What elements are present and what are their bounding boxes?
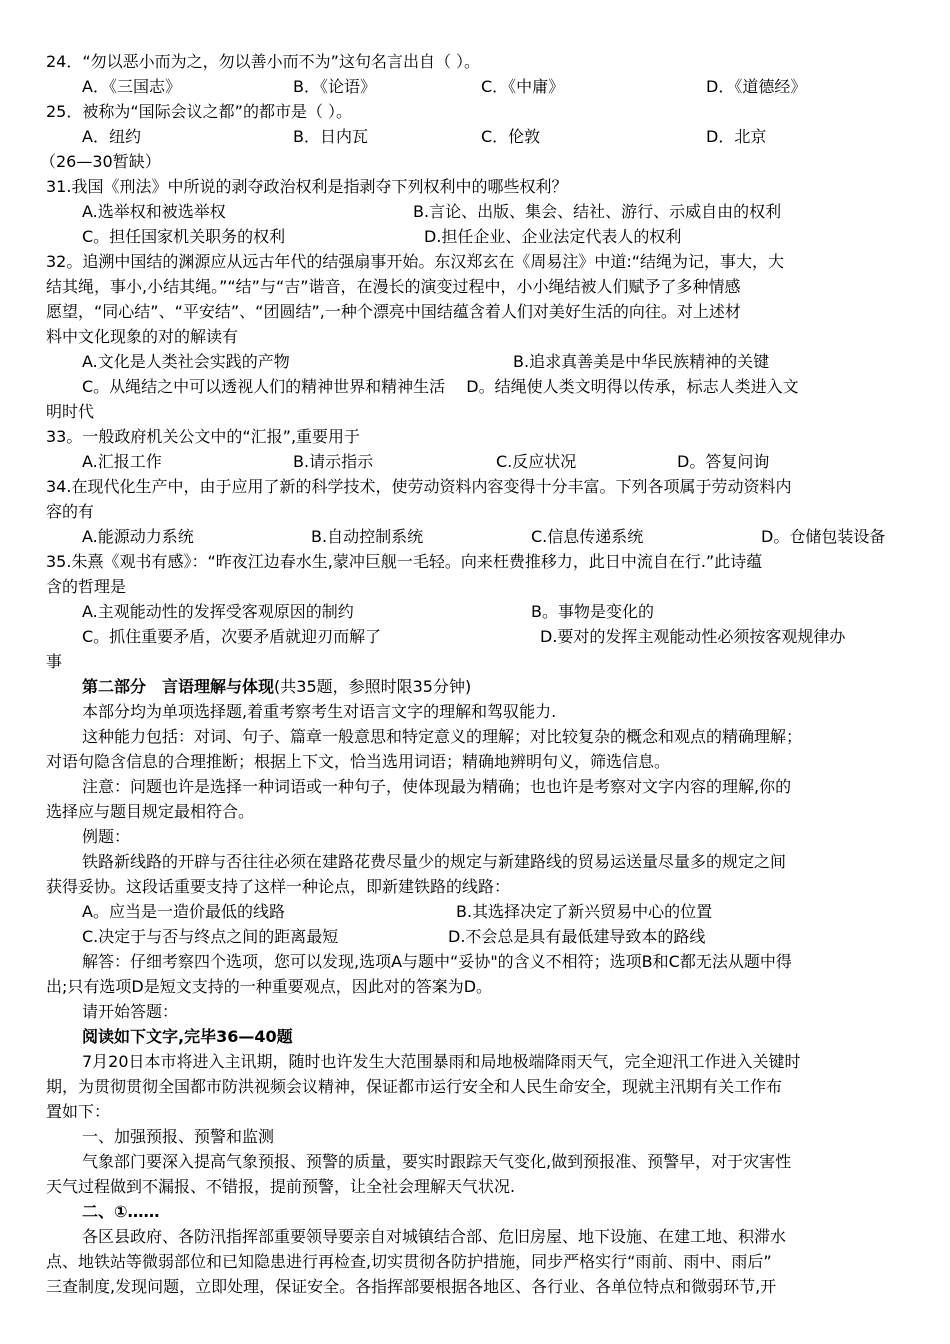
q33-option-c: C.反应状况 <box>496 452 577 471</box>
q31-option-d: D.担任企业、企业法定代表人的权利 <box>424 227 682 246</box>
q24-option-c: C．《中庸》 <box>481 77 565 96</box>
example-text: 铁路新线路的开辟与否往往必须在建路花费尽量少的规定与新建路线的贸易运送量尽量多的规定之间 <box>82 852 787 871</box>
paragraph: 对语句隐含信息的合理推断；根据上下文，恰当选用词语；精确地辨明句义，筛选信息。 <box>46 752 671 771</box>
q34-text-line: 34.在现代化生产中，由于应用了新的科学技术，使劳动资料内容变得十分丰富。下列各项属于劳动资料内 <box>46 477 792 496</box>
example-text: 获得妥协。这段话重要支持了这样一种论点，即新建铁路的线路： <box>46 877 511 896</box>
paragraph: 这种能力包括：对词、句子、篇章一般意思和特定意义的理解；对比较复杂的概念和观点的精确理解； <box>82 727 803 746</box>
q33-stem: 33。一般政府机关公文中的“汇报”,重要用于 <box>46 427 361 446</box>
q31-option-a: A.选举权和被选举权 <box>82 202 226 221</box>
q24-option-d: D．《道德经》 <box>706 77 807 96</box>
q24-option-a: A．《三国志》 <box>82 77 181 96</box>
example-option-c: C.决定于与否与终点之间的距离最短 <box>82 927 339 946</box>
start-prompt: 请开始答题： <box>82 1002 179 1021</box>
reading-text: 点、地铁站等微弱部位和已知隐患进行再检查,切实贯彻各防护措施，同步严格实行“雨前、雨中、雨后” <box>46 1252 772 1271</box>
q31-option-c: C。担任国家机关职务的权利 <box>82 227 286 246</box>
reading-text: 三查制度,发现问题，立即处理，保证安全。各指挥部要根据各地区、各行业、各单位特点和微弱环节,开 <box>46 1277 777 1296</box>
q32-text-line: 愿望，“同心结”、“平安结”、“团圆结”,一种个漂亮中国结蕴含着人们对美好生活的向往。对上述材 <box>46 302 741 321</box>
q33-option-d: D。答复问询 <box>677 452 770 471</box>
q32-text-line: 料中文化现象的对的解读有 <box>46 327 239 346</box>
reading-text: 天气过程做到不漏报、不错报，提前预警，让全社会理解天气状况. <box>46 1177 516 1196</box>
example-label: 例题： <box>82 827 131 846</box>
q24-stem: 24．“勿以恶小而为之，勿以善小而不为”这句名言出自（ ）。 <box>46 52 481 71</box>
q35-text-line: 含的哲理是 <box>46 577 127 596</box>
part2-title: 第二部分 言语理解与体现 <box>82 677 275 696</box>
part2-subtitle: (共35题，参照时限35分钟) <box>274 677 472 696</box>
reading-text: 各区县政府、各防汛指挥部重要领导要亲自对城镇结合部、危旧房屋、地下设施、在建工地、积滞水 <box>82 1227 787 1246</box>
q31-option-b: B.言论、出版、集会、结社、游行、示威自由的权利 <box>413 202 782 221</box>
q32-text-line: 32。追溯中国结的渊源应从远古年代的结强扇事开始。东汉郑玄在《周易注》中道:“结绳为记，事大，大 <box>46 252 785 271</box>
paragraph: 本部分均为单项选择题,着重考察考生对语言文字的理解和驾驭能力. <box>82 702 557 721</box>
reading-text: 置如下： <box>46 1102 111 1121</box>
q32-text-line: 结其绳，事小,小结其绳。”“结”与“吉”谐音，在漫长的演变过程中，小小绳结被人们赋予了多种情感 <box>46 277 741 296</box>
q35-text-line: 35.朱熹《观书有感》：“昨夜江边春水生,蒙冲巨舰一毛轻。向来枉费推移力，此日中流自在行.”此诗蕴 <box>46 552 763 571</box>
example-option-d: D.不会总是具有最低建导致本的路线 <box>448 927 706 946</box>
q35-option-b: B。事物是变化的 <box>531 602 654 621</box>
reading-text: 气象部门要深入提高气象预报、预警的质量，要实时跟踪天气变化,做到预报准、预警早，对于灾害性 <box>82 1152 792 1171</box>
q32-option-a: A.文化是人类社会实践的产物 <box>82 352 290 371</box>
q35-option-a: A.主观能动性的发挥受客观原因的制约 <box>82 602 354 621</box>
q32-option-b: B.追求真善美是中华民族精神的关键 <box>513 352 770 371</box>
example-answer: 解答：仔细考察四个选项，您可以发现,选项A与题中“妥协"的含义不相符；选项B和C都无法从题中得 <box>82 952 792 971</box>
q25-option-d: D．北京 <box>706 127 767 146</box>
q32-option-cd: C。从绳结之中可以透视人们的精神世界和精神生活 D。结绳使人类文明得以传承，标志人类进入文 <box>82 377 799 396</box>
gap-note: （26—30暂缺） <box>40 152 161 171</box>
q34-option-d: D。仓储包装设备 <box>761 527 886 546</box>
q35-option-d-continued: 事 <box>46 652 63 671</box>
q25-option-c: C．伦敦 <box>481 127 541 146</box>
q24-option-b: B．《论语》 <box>293 77 376 96</box>
reading-text: 期，为贯彻贯彻全国都市防洪视频会议精神，保证都市运行安全和人民生命安全，现就主汛期有关工作布 <box>46 1077 783 1096</box>
q35-option-c: C。抓住重要矛盾，次要矛盾就迎刃而解了 <box>82 627 382 646</box>
example-option-b: B.其选择决定了新兴贸易中心的位置 <box>456 902 713 921</box>
section-heading: 一、加强预报、预警和监测 <box>82 1127 275 1146</box>
q32-option-cd-continued: 明时代 <box>46 402 95 421</box>
part2-heading <box>82 677 471 697</box>
q25-stem: 25．被称为“国际会议之都”的都市是（ ）。 <box>46 102 353 121</box>
q34-option-a: A.能源动力系统 <box>82 527 194 546</box>
reading-heading: 阅读如下文字,完毕36—40题 <box>82 1027 293 1046</box>
section-heading: 二、①…… <box>82 1202 160 1221</box>
q34-option-c: C.信息传递系统 <box>531 527 644 546</box>
q33-option-a: A.汇报工作 <box>82 452 162 471</box>
q25-option-b: B．日内瓦 <box>293 127 368 146</box>
example-option-a: A。应当是一造价最低的线路 <box>82 902 285 921</box>
q34-text-line: 容的有 <box>46 502 95 521</box>
paragraph: 选择应与题目规定最相符合。 <box>46 802 255 821</box>
paragraph: 注意：问题也许是选择一种词语或一种句子，使体现最为精确；也也许是考察对文字内容的理解,你的 <box>82 777 792 796</box>
q33-option-b: B.请示指示 <box>293 452 374 471</box>
q34-option-b: B.自动控制系统 <box>311 527 424 546</box>
q35-option-d: D.要对的发挥主观能动性必须按客观规律办 <box>540 627 846 646</box>
q31-stem: 31.我国《刑法》中所说的剥夺政治权利是指剥夺下列权利中的哪些权利？ <box>46 177 568 196</box>
q25-option-a: A．纽约 <box>82 127 141 146</box>
example-answer: 出;只有选项D是短文支持的一种重要观点，因此对的答案为D。 <box>46 977 493 996</box>
reading-text: 7月20日本市将进入主讯期，随时也许发生大范围暴雨和局地极端降雨天气，完全迎汛工作进入关键时 <box>82 1052 801 1071</box>
